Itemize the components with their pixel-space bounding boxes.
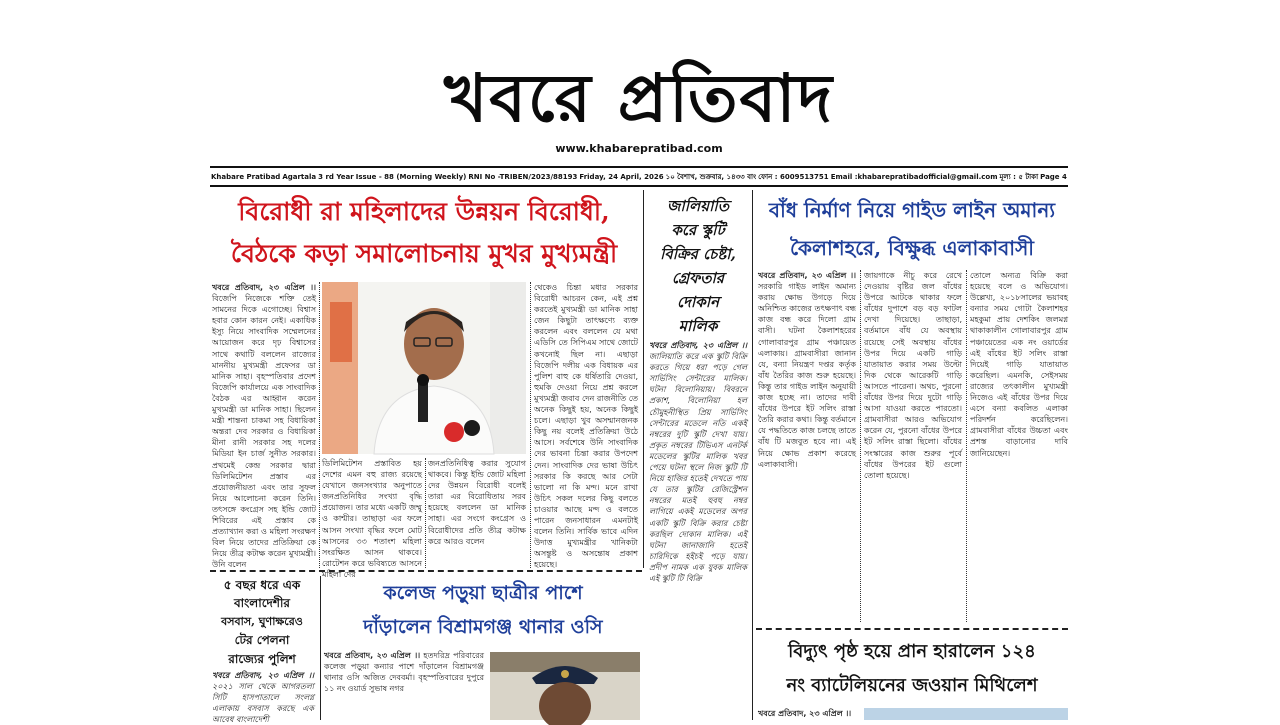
story2-headline-line: বিক্রির চেষ্টা,: [660, 245, 736, 263]
police-officer-photo-icon: [490, 652, 640, 720]
story2-headline: [648, 194, 748, 338]
info-page-number: Page 4: [1040, 172, 1067, 181]
masthead-website[interactable]: www.khabarepratibad.com: [555, 142, 723, 155]
story2-headline-line: মালিক: [678, 317, 718, 335]
story4-dateline: খবরে প্রতিবাদ, ২৩ এপ্রিল ।।: [212, 671, 314, 680]
story1-column-1: [212, 282, 316, 568]
info-year: 3 rd Year: [318, 172, 354, 181]
story6-photo: [864, 708, 1068, 720]
story4-headline-line: রাজ্যের পুলিশ: [228, 651, 296, 666]
info-issue: Issue - 88 (Morning Weekly): [355, 172, 467, 181]
story1-headline-line1: বিরোধী রা মহিলাদের উন্নয়ন বিরোধী,: [238, 197, 610, 226]
info-paper-name: Khabare Pratibad: [211, 172, 281, 181]
column-divider: [752, 190, 753, 720]
story1-photo: [322, 282, 526, 454]
story2-text: জালিয়াতি করে এক স্কুটি বিক্রি করতে গিয়ে ধরা পড়ে গেল সার্ভিসিং সেন্টারের মালিক। ঘটনা বিলোনিয়ায়। বিবরনে প্রকাশ, বিলোনিয়া হল চৌমুহনীস্থিত প্রিয় সার্ভিসিং সেন্টারের মডেলে নতি একই নম্বরের দুটি স্কুটি দেখা যায়। প্রকৃত নম্বরের টিভিএস এনটর্ক মডেলের স্কুটির মালিক খবর পেয়ে ঘটনা স্থলে নিজ স্কুটি টি নিয়ে হাজির হতেই দেখতে পায় যে তার স্কুটির রেজিস্ট্রেশন নম্বরের মতই হুবহু নম্বর লাগিয়ে একই মডেলের অপর একটি স্কুটি বিক্রি করার চেষ্টা করছিল দোকান মালিক। এই ঘটনা জানাজানি হতেই চারিদিকে হইচই পড়ে যায়। প্রদীপ নামক এক যুবক মালিক এই স্কুটি টি বিক্রি: [649, 352, 747, 583]
info-bar: [210, 166, 1068, 187]
story3-headline-line1: বাঁধ নির্মাণ নিয়ে গাইড লাইন অমান্য: [768, 198, 1056, 222]
story5-text: হতদরিদ্র পরিবারের কলেজ পড়ুয়া কন্যার পাশে দাঁড়ালেন বিশ্রামগঞ্জ থানার ওসি অজিত দেববর্মা। বৃহস্পতিবারের দুপুরে ১১ নং ওয়ার্ড সুভাষ নগর: [324, 651, 484, 694]
info-price: মূল্য : ৫ টাকা: [999, 172, 1039, 181]
story1-column-3: জনপ্রতিনিধিত্ব করার সুযোগ থাকবে। কিন্তু ইন্ডি জোট মহিলা দের উন্নয়ন বিরোধী বলেই তারা এর বিরোধিতায় সরব হয়েছে বললেন ডা মানিক সাহা। এর সংগে কংগ্রেস ও বিরোধীদের প্রতি তীব্র কটাক্ষ করে আরও বলেন: [428, 459, 526, 546]
story5-headline-line2: দাঁড়ালেন বিশ্রামগঞ্জ থানার ওসি: [363, 616, 603, 638]
story5-headline-line1: কলেজ পড়ুয়া ছাত্রীর পাশে: [383, 582, 583, 604]
column-divider: [643, 190, 644, 568]
story1-headline-line2: বৈঠকে কড়া সমালোচনায় মুখর মুখ্যমন্ত্রী: [230, 239, 618, 268]
story4-headline-line: বাংলাদেশীর: [233, 596, 290, 611]
column-divider: [860, 270, 861, 622]
column-divider: [319, 282, 320, 568]
column-divider: [966, 270, 967, 622]
story3-column-3: তোলে অন্যত্র বিক্রি করা হয়েছে বলে ও অভিযোগ। উল্লেখ্য, ২০১৮সালের ভয়াবহ বন্যার সময় গোটা কৈলাশহর মহকুমা প্রায় দেশকিং জলমগ্ন থাকাকালীন গোলাবারপুর গ্রাম পঞ্চায়েতের এক নং ওয়ার্ডের এই বাঁধের ইট সলিং রাস্তা দিয়েই গাড়ি যাতায়াত করেছিল। এমনকি, সেইসময় রাজ্যের তৎকালীন মুখ্যমন্ত্রী নিজেও এই বাঁধের উপর দিয়ে এসে বন্যা কবলিত এলাকা পরিদর্শন করেছিলেন। গ্রামবাসীরা বাঁধের উচ্চতা এবং প্রশস্ত বাড়ানোর দাবি জানিয়েছেন।: [970, 271, 1068, 458]
story4-headline-line: টের পেলনা: [234, 633, 290, 648]
section-divider: [210, 570, 642, 572]
story2-headline-line: জালিয়াতি: [667, 197, 729, 215]
story3-column-2: জায়গাকে নীচু করে রেখে দেওয়ায় বৃষ্টির জল বাঁধের উপরে আটকে থাকার ফলে বাঁধের দুপাশে বড় বড় ফাটল দেখা দিয়েছে। তাছাড়া, বর্তমানে বাঁধ যে অবস্থায় রয়েছে সেই অবস্থায় বাঁধের উপর দিয়ে একটি গাড়ি যাতায়াত করার সময় উল্টো দিক থেকে আরেকটি গাড়ি আসতে পারেনা। অথচ, পুরনো বাঁধের উপর দিয়ে দুটো গাড়ি আসা যাওয়া করতে পারতো। গ্রামবাসীরা আরও অভিযোগ করেন যে, পুরনো বাঁধের উপরে ইট সলিং রাস্তা ছিলো। বাঁধের সংস্কারের কাজ শুরুর পূর্বে বাঁধের উপরের ইট গুলো তোলা হয়েছে।: [864, 271, 962, 480]
story1-column-2: ডিলিমিটেশন প্রস্তাবিত হয় দেশের এমন বহু রাজ্য রয়েছে যেখানে জনসংখ্যার অনুপাতে জনপ্রতিনিধির সংখ্যা বৃদ্ধি প্রয়োজন। তার মধ্যে একটি জম্মু ও কাশ্মীর। তাছাড়া এর ফলে আসন সংখ্যা বৃদ্ধির ফলে মোট আসনের ৩৩ শতাংশ মহিলা সংরক্ষিত আসন থাকবে। রোটেশন করে ভবিষ্যতে আসনে মহিলা দের: [322, 459, 422, 579]
story1-column-4: থেকেও চিন্তা মধার সরকার বিরোধী আচরন কেন, এই প্রশ্ন করতেই মুখ্যমন্ত্রী ডা মানিক সাহা জেন কিছুটা তাৎক্ষণ্যে ব্যক্ত করলেন এবং বললেন যে মথা এডিসি তে সিপিএম সাথে জোটে কখনোই ছিল না। এছাড়া বিজেপি দলীয় এক বিধায়ক এর পুলিশ বাহু কে ধর্ষিতারি দেওয়া, হুমকি দেওয়া নিয়ে প্রশ্ন করলে মুখ্যমন্ত্রী জবাব দেন রাজনীতি তে অনেক কিছুই হয়, অনেক কিছুই চলে। এছাড়া খুব অসম্মানজনক কিছু নয় বলেই প্রতিক্রিয়া উঠে আসে। সর্বশেষে উনি সাংবাদিক দের ভাবনা চিন্তা করার উপদেশ দেন। সাংবাদিক দের ভাষা উচিৎ সরকার কি করছে আর সেটা ভালো না কি মন্দ। মনে রাখা উচিৎ সকল দলের কিছু বলতে চাওয়ার আছে মন্দ ও বলতে পারেন জনসাধারন এমনটাই বলেন তিনি। সার্বিক ভাবে এদিন উদাত্ত মুখ্যমন্ত্রীর খানিকটা অসন্তুষ্ট ও অসন্তোষ প্রকাশ হয়েছে।: [534, 283, 638, 570]
story3-column-1: [758, 270, 856, 622]
info-phone: ফোন : 6009513751: [758, 172, 829, 181]
story1-col1-text: বিজেপি নিজেকে শক্তি তেই সামনের দিকে এগোচ্ছে। বিশ্বাস হবার কোন কারন নেই। একাধিক ইস্যু নিয়ে সাংবাদিক সম্মেলনের আয়োজন করে দৃঢ় বিশ্বাসের সাথে কথাটি বললেন রাজ্যের মাননীয় মুখ্যমন্ত্রী প্রফেসর ডা মানিক সাহা। বৃহস্পতিবার প্রদেশ বিজেপি কার্যালয়ে এক সাংবাদিক বৈঠক এর আহ্বান করেন মুখ্যমন্ত্রী ডা মানিক সাহা। ছিলেন মন্ত্রী শান্তনা চাকমা সহ বিধায়িকা অন্তরা দেব সরকার ও বিধায়িকা মীনা রানী সরকার সহ দলের মিডিয়া ইন চার্জ সুনীত সরকার। প্রথমেই কেন্দ্র সরকার দ্বারা ডিলিমিটেশন প্রস্তাব এর প্রয়োজনীয়তা এবং তার সুফল নিয়ে আলোচনা করেন তিনি। তৎসঙ্গে কংগ্রেস সহ ইন্ডি জোট শিবিরের এই প্রস্তাব কে প্রত্যাখ্যান করা ও মহিলা সংরক্ষণ বিল নিয়ে তাদের প্রতিক্রিয়া কে নিয়ে তীব্র কটাক্ষ করেন মুখ্যমন্ত্রী। উনি বলেন: [212, 294, 316, 570]
story6-body: [758, 708, 856, 720]
info-city: Agartala: [282, 172, 317, 181]
story3-col1-text: সরকারি গাইড লাইন অমান্য করায় ক্ষোভ উগড়ে দিয়ে অনিশ্চিত কাজের তৎক্ষণাৎ বন্ধ কাজ বন্ধ করে দিলো গ্রাম বাসী। ঘটনা কৈলাশহরের গোলাবারপুর গ্রাম পঞ্চায়েত এলাকায়। গ্রামবাসীরা জানান যে, বন্যা নিয়ন্ত্রণ দপ্তর কর্তৃক বাঁধ তৈরির কাজ শুরু হয়েছে। কিন্তু তার গাইড লাইন অনুযায়ী কাজ হচ্ছে না। তাদের দাবী বাঁধের উপরে ইট সলিং রাস্তা তৈরি করার কথা। কিন্তু বর্তমানে যে পদ্ধতিতে কাজ চলছে তাতে বাঁধ টি মজবুত হবে না। এই নিয়ে ক্ষোভ প্রকাশ করেছে এলাকাবাসী।: [758, 282, 856, 469]
newspaper-page: [210, 0, 1068, 725]
story3-headline-line2: কৈলাশহরে, বিক্ষুব্ধ এলাকাবাসী: [789, 236, 1035, 260]
story5-body: [324, 650, 484, 720]
info-email: Email :khabarepratibadofficial@gmail.com: [830, 172, 998, 181]
story2-headline-line: করে স্কুটি: [671, 221, 725, 239]
column-divider: [530, 282, 531, 568]
story2-dateline: খবরে প্রতিবাদ, ২৩ এপ্রিল ।।: [649, 341, 747, 350]
story2-body: [649, 340, 747, 720]
story4-text: ২০২১ সাল থেকে আগরতলা সিটি হাসপাতালে সংলগ্ন এলাকায় বসবাস করছে এক আবেধ বাংলাদেশী: [212, 682, 314, 725]
story4-headline-line: বসবাস, ঘুণাক্ষরেও: [221, 614, 303, 628]
story2-headline-line: গ্রেফতার: [671, 269, 725, 287]
story3-dateline: খবরে প্রতিবাদ, ২৩ এপ্রিল ।।: [758, 271, 856, 280]
info-rni: RNI No -TRIBEN/2023/88193: [468, 172, 578, 181]
story6-headline-line1: বিদ্যুৎ পৃষ্ঠ হয়ে প্রান হারালেন ১২৪: [788, 641, 1036, 662]
story6-headline-line2: নং ব্যাটেলিয়নের জওয়ান মিথিলেশ: [786, 675, 1038, 696]
masthead-title: খবরে প্রতিবাদ: [443, 59, 835, 137]
story5-dateline: খবরে প্রতিবাদ, ২৩ এপ্রিল ।।: [324, 651, 421, 660]
column-divider: [425, 458, 426, 568]
story5-photo: [490, 652, 640, 720]
column-divider: [320, 576, 321, 720]
info-date: Friday, 24 April, 2026: [579, 172, 664, 181]
story4-headline-line: ৫ বছর ধরে এক: [223, 578, 301, 592]
story4-headline: [210, 576, 314, 668]
section-divider: [756, 628, 1068, 630]
story2-headline-line: দোকান: [676, 293, 720, 311]
story4-body: [212, 670, 314, 725]
story1-dateline: খবরে প্রতিবাদ, ২৩ এপ্রিল ।।: [212, 283, 316, 292]
story6-dateline: খবরে প্রতিবাদ, ২৩ এপ্রিল ।।: [758, 709, 852, 718]
info-bengali-date: ১০ বৈশাখ, শুক্রবার, ১৪৩৩ বাং: [665, 172, 757, 181]
chief-minister-photo-icon: [322, 282, 526, 454]
